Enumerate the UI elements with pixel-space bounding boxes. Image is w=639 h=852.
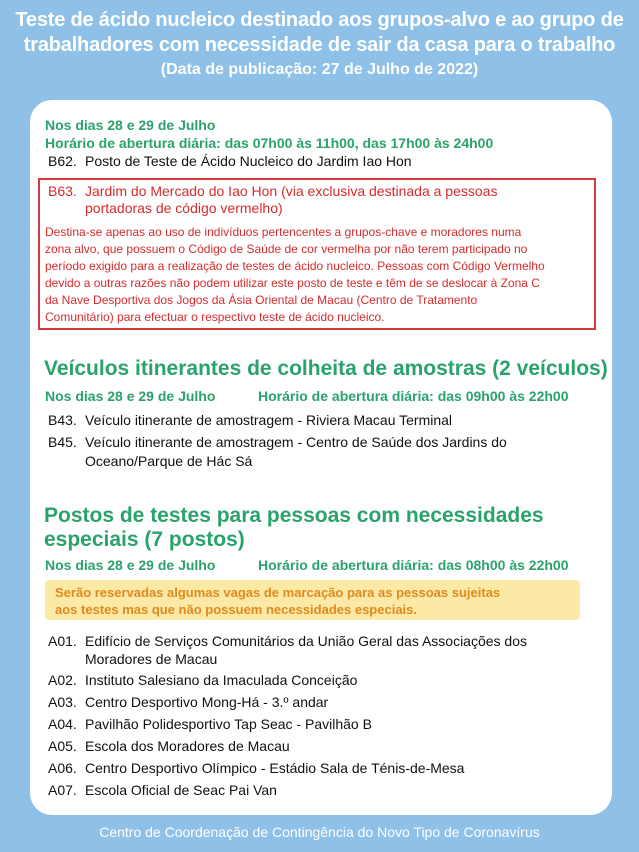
list-item-a03 — [48, 693, 328, 712]
item-code: B45. — [48, 434, 77, 450]
content-card — [30, 100, 612, 815]
item-name-line2: portadoras de código vermelho) — [85, 200, 283, 216]
desc-line: zona alvo, que possuem o Código de Saúde de cor vermelha por não terem participado no — [45, 242, 528, 256]
item-name: Pavilhão Polidesportivo Tap Seac - Pavilhão B — [85, 716, 372, 732]
publication-date: (Data de publicação: 27 de Julho de 2022) — [160, 61, 479, 78]
item-name-line2: Oceano/Parque de Hác Sá — [85, 453, 253, 469]
item-name-line1: Jardim do Mercado do Iao Hon (via exclusiva destinada a pessoas — [85, 183, 498, 199]
section3-heading-line2: especiais (7 postos) — [44, 528, 245, 551]
item-code: B63. — [48, 183, 77, 199]
section1-dates: Nos dias 28 e 29 de Julho — [45, 117, 216, 133]
header — [0, 8, 639, 81]
item-code: A07. — [48, 782, 77, 798]
item-code: A01. — [48, 633, 77, 649]
desc-line: período exigido para a realização de testes de ácido nucleico. Pessoas com Código Vermelho — [45, 259, 545, 273]
footer-organization: Centro de Coordenação de Contingência do Novo Tipo de Coronavírus — [99, 824, 540, 840]
item-code: A02. — [48, 672, 77, 688]
section3-heading-line1: Postos de testes para pessoas com necessidades — [44, 504, 544, 527]
item-name: Escola dos Moradores de Macau — [85, 738, 290, 754]
item-name-line2: Moradores de Macau — [85, 651, 218, 667]
list-item-a07 — [48, 781, 277, 800]
section2-hours: Horário de abertura diária: das 09h00 às 22h00 — [258, 388, 569, 404]
item-name: Veículo itinerante de amostragem - Riviera Macau Terminal — [85, 412, 453, 428]
desc-line: da Nave Desportiva dos Jogos da Ásia Oriental de Macau (Centro de Tratamento — [45, 293, 478, 307]
list-item-a06 — [48, 759, 464, 778]
item-code: B43. — [48, 412, 77, 428]
note-line: aos testes mas que não possuem necessidades especiais. — [55, 602, 418, 617]
note-line: Serão reservadas algumas vagas de marcação para as pessoas sujeitas — [55, 585, 501, 600]
item-name: Edifício de Serviços Comunitários da União Geral das Associações dos — [85, 633, 527, 649]
page-title-line2: trabalhadores com necessidade de sair da casa para o trabalho — [23, 34, 616, 56]
list-item-b43 — [48, 411, 452, 430]
list-item-a05 — [48, 737, 290, 756]
item-code: A05. — [48, 738, 77, 754]
desc-line: devido a outras razões não podem utilizar este posto de teste e têm de se deslocar à Zona C — [45, 276, 540, 290]
section3-hours: Horário de abertura diária: das 08h00 às 22h00 — [258, 557, 569, 573]
reservation-note — [45, 580, 580, 620]
list-item-b45 — [48, 433, 507, 452]
desc-line: Comunitário) para efectuar o respectivo teste de ácido nucleico. — [45, 310, 385, 324]
section3-dates: Nos dias 28 e 29 de Julho — [45, 557, 216, 573]
page-title-line1: Teste de ácido nucleico destinado aos grupos-alvo e ao grupo de — [15, 9, 624, 31]
item-name: Instituto Salesiano da Imaculada Conceição — [85, 672, 358, 688]
item-code: A06. — [48, 760, 77, 776]
item-code: B62. — [48, 153, 77, 169]
item-code: A03. — [48, 694, 77, 710]
item-code: A04. — [48, 716, 77, 732]
section2-dates: Nos dias 28 e 29 de Julho — [45, 388, 216, 404]
item-name: Escola Oficial de Seac Pai Van — [85, 782, 277, 798]
list-item-a01 — [48, 632, 527, 651]
desc-line: Destina-se apenas ao uso de indivíduos pertencentes a grupos-chave e moradores numa — [45, 225, 522, 239]
list-item-a04 — [48, 715, 372, 734]
list-item-a02 — [48, 671, 357, 690]
item-name: Centro Desportivo Mong-Há - 3.º andar — [85, 694, 329, 710]
item-name: Posto de Teste de Ácido Nucleico do Jardim Iao Hon — [85, 153, 412, 169]
item-name: Centro Desportivo Olímpico - Estádio Sala de Ténis-de-Mesa — [85, 760, 465, 776]
b63-description — [45, 224, 545, 326]
item-name: Veículo itinerante de amostragem - Centro de Saúde dos Jardins do — [85, 434, 507, 450]
list-item-b62 — [48, 152, 412, 171]
section2-heading: Veículos itinerantes de colheita de amostras (2 veículos) — [44, 357, 608, 380]
section1-hours: Horário de abertura diária: das 07h00 às 11h00, das 17h00 às 24h00 — [45, 135, 494, 151]
